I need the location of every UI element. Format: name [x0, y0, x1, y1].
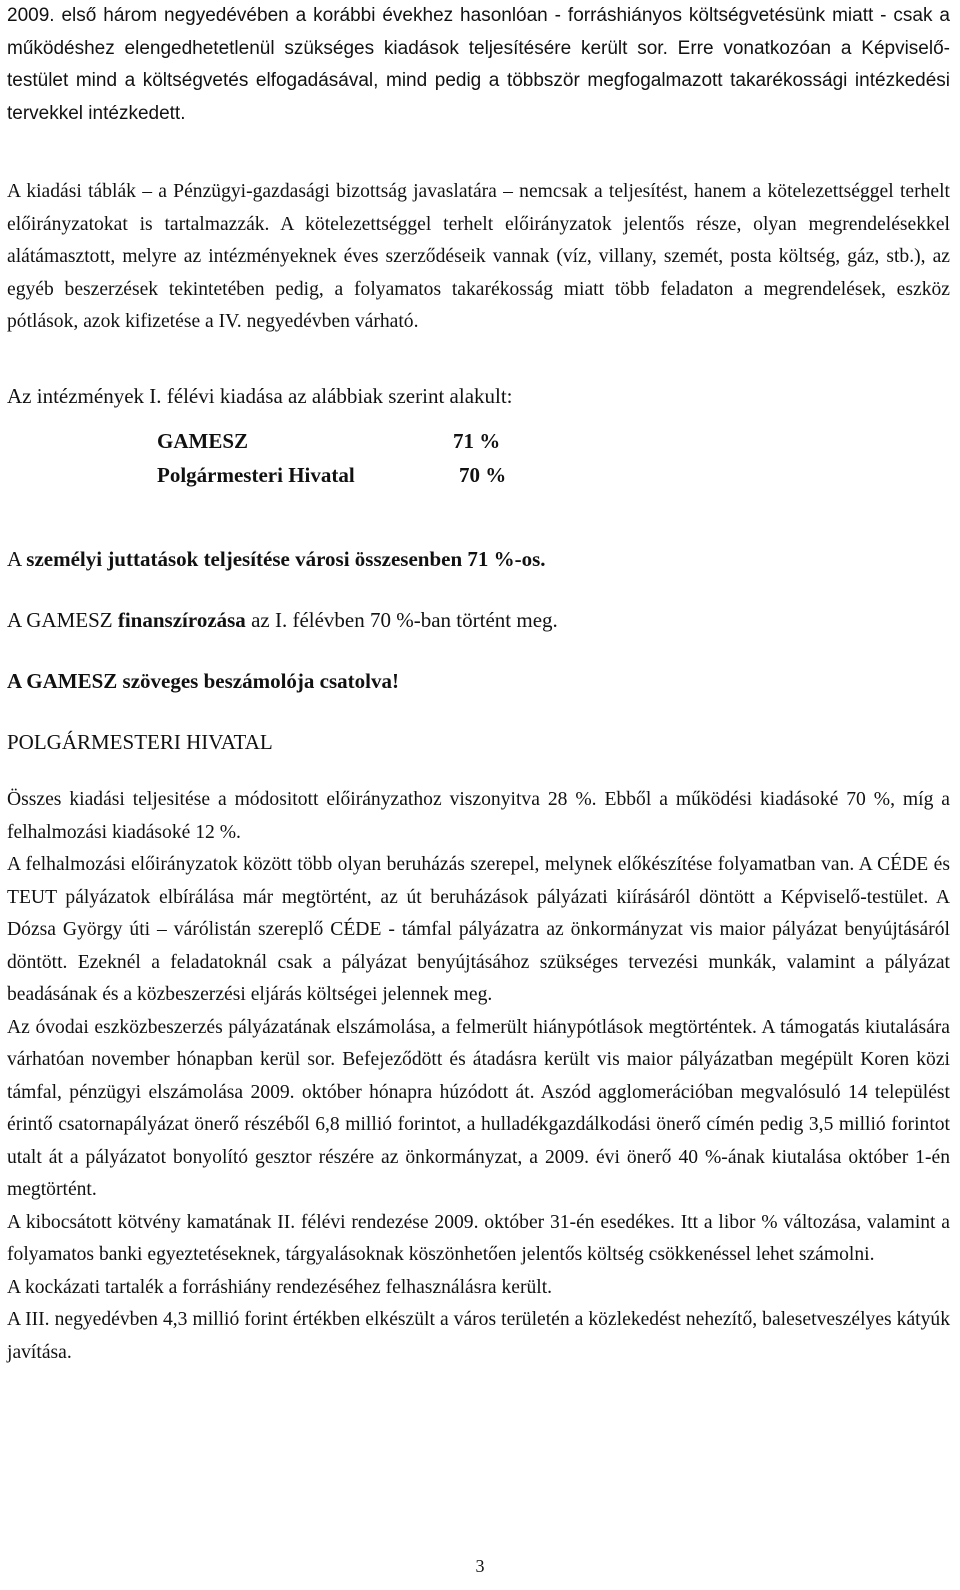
expense-tables-paragraph: A kiadási táblák – a Pénzügyi-gazdasági bizottság javaslatára – nemcsak a teljesítést, hanem a kötelezettséggel terhelt előirányzatokat is tartalmazzák. A kötelezettséggel terhelt előirányzatok jelentős része, olyan megrendelésekkel alátámasztott, melyre az intézményeknek éves szerződéseik vannak (víz, villany, szemét, posta költség, gáz, stb.), az egyéb beszerzések tekintetében pedig, a folyamatos takarékosság miatt több feladaton a megrendelések, eszköz pótlások, azok kifizetése a IV. negyedévben várható. [7, 181, 950, 332]
hivatal-paragraph: Az óvodai eszközbeszerzés pályázatának elszámolása, a felmerült hiánypótlások megtörténtek. A támogatás kiutalására várhatóan november hónapban kerül sor. Befejeződött és átadásra került vis maior pályázatban megépült Koren közi támfal, pénzügyi elszámolása 2009. október hónapra húzódott át. Aszód agglomerációban megvalósuló 14 települést érintő csatornapályázat önerő részéből 6,8 millió forintot, a hulladékgazdálkodási önerő címén pedig 3,5 millió forintot utalt át a pályázatot bonyolító gesztor részére az önkormányzat, a 2009. évi önerő 40 %-ának kiutalása október 1-én megtörtént. [7, 1016, 950, 1200]
section-title: POLGÁRMESTERI HIVATAL [7, 730, 273, 754]
gamesz-report-statement: A GAMESZ szöveges beszámolója csatolva! [7, 669, 399, 693]
personal-benefits-statement [7, 543, 950, 576]
gamesz-financing-bold: finanszírozása [117, 608, 246, 632]
institution-row [157, 424, 506, 458]
institutions-table [157, 424, 506, 492]
institution-name: GAMESZ [157, 429, 249, 453]
institution-name: Polgármesteri Hivatal [157, 463, 355, 487]
hivatal-paragraph: A kibocsátott kötvény kamatának II. félévi rendezése 2009. október 31-én esedékes. Itt a libor % változása, valamint a folyamatos banki egyeztetéseknek, tárgyalásoknak köszönhetően jelentős költség csökkenéssel lehet számolni. [7, 1211, 950, 1265]
personal-benefits-text: személyi juttatások teljesítése városi összesenben 71 %-os. [26, 547, 546, 571]
intro-paragraph: 2009. első három negyedévében a korábbi évekhez hasonlóan - forráshiányos költségvetésünk miatt - csak a működéshez elengedhetetlenül szükséges kiadások teljesítésére került sor. Erre vonatkozóan a Képviselő-testület mind a költségvetés elfogadásával, mind pedig a többször megfogalmazott takarékossági intézkedési tervekkel intézkedett. [7, 5, 950, 124]
institution-row [157, 458, 506, 492]
gamesz-financing-statement [7, 604, 950, 637]
institution-value: 71 % [453, 429, 501, 453]
gamesz-financing-prefix: A GAMESZ [7, 608, 113, 632]
page-number: 3 [475, 1556, 485, 1576]
institutions-intro: Az intézmények I. félévi kiadása az alábbiak szerint alakult: [7, 384, 513, 408]
hivatal-body [7, 784, 950, 1369]
hivatal-paragraph: Összes kiadási teljesitése a módositott előirányzathoz viszonyitva 28 %. Ebből a működési kiadásoké 70 %, míg a felhalmozási kiadásoké 12 %. [7, 789, 950, 843]
institution-value: 70 % [459, 463, 507, 487]
personal-benefits-prefix: A [7, 547, 22, 571]
hivatal-paragraph: A III. negyedévben 4,3 millió forint értékben elkészült a város területén a közlekedést nehezítő, balesetveszélyes kátyúk javítása. [7, 1309, 950, 1363]
hivatal-paragraph: A kockázati tartalék a forráshiány rendezéséhez felhasználásra került. [7, 1276, 553, 1298]
hivatal-paragraph: A felhalmozási előirányzatok között több olyan beruházás szerepel, melynek előkészítése folyamatban van. A CÉDE és TEUT pályázatok elbírálása már megtörtént, az út beruházások pályázati kiírásáról döntött a Képviselő-testület. A Dózsa György úti – várólistán szereplő CÉDE - támfal pályázatra az önkormányzat vis maior pályázat benyújtásáról döntött. Ezeknél a feladatoknál csak a pályázat benyújtásához szükséges tervezési munkák, valamint a pályázat beadásának és a közbeszerzési eljárás költségei jelennek meg. [7, 854, 950, 1005]
gamesz-financing-rest: az I. félévben 70 %-ban történt meg. [251, 608, 558, 632]
